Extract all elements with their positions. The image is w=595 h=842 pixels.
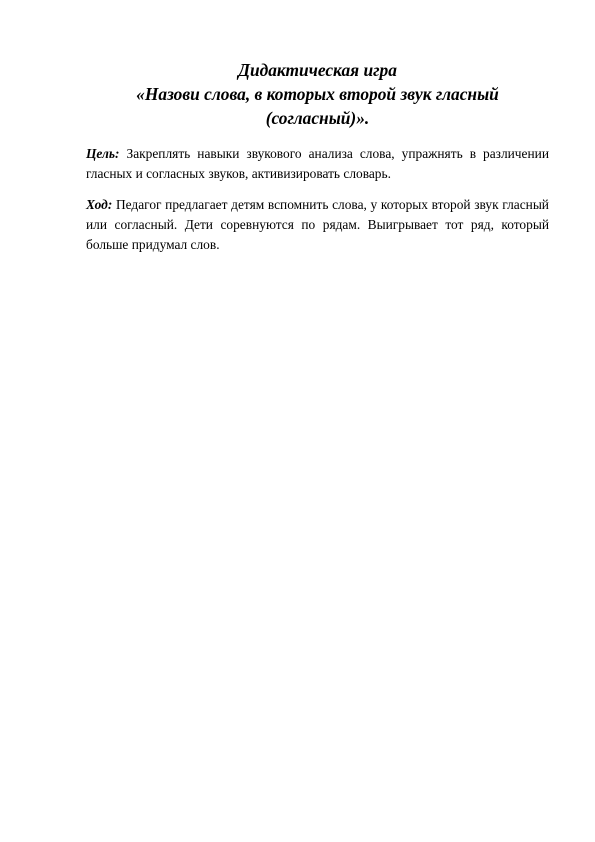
document-title [86, 58, 549, 130]
goal-label: Цель: [86, 146, 120, 161]
title-line-2: «Назови слова, в которых второй звук гласный [136, 84, 499, 104]
goal-paragraph [86, 144, 549, 184]
procedure-text: Педагог предлагает детям вспомнить слова, у которых второй звук гласный или согласный. Дети соревнуются по рядам. Выигрывает тот ряд, который больше придумал слов. [86, 197, 549, 252]
title-line-1: Дидактическая игра [238, 60, 397, 80]
procedure-paragraph [86, 195, 549, 255]
title-line-3: (согласный)». [265, 108, 370, 128]
goal-text: Закреплять навыки звукового анализа слова, упражнять в различении гласных и согласных звуков, активизировать словарь. [86, 146, 549, 181]
procedure-label: Ход: [86, 197, 113, 212]
